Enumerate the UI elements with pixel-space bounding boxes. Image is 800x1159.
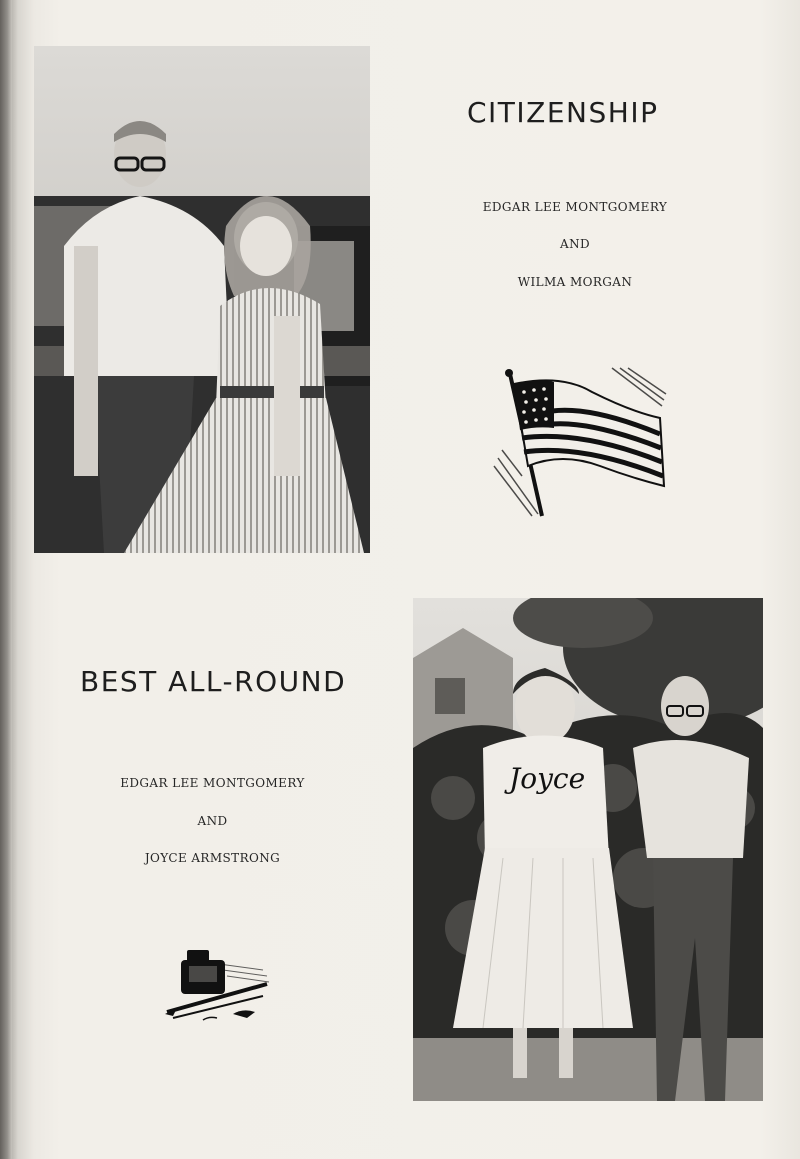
best-all-round-name-1: EDGAR LEE MONTGOMERY bbox=[120, 776, 305, 790]
inkwell-and-pen-icon bbox=[163, 940, 273, 1025]
citizenship-photo-image bbox=[34, 46, 370, 553]
binding-edge bbox=[0, 0, 12, 1159]
best-all-round-and: AND bbox=[197, 814, 228, 828]
photo-signature: Joyce bbox=[509, 762, 586, 795]
best-all-round-names bbox=[100, 776, 325, 876]
citizenship-title: CITIZENSHIP bbox=[467, 96, 659, 129]
citizenship-names bbox=[460, 200, 690, 300]
citizenship-photo bbox=[34, 46, 370, 553]
citizenship-and: AND bbox=[560, 237, 590, 251]
citizenship-name-2: WILMA MORGAN bbox=[517, 275, 633, 289]
best-all-round-photo-image bbox=[413, 598, 763, 1101]
best-all-round-title: BEST ALL-ROUND bbox=[80, 665, 347, 698]
american-flag-icon bbox=[492, 366, 667, 521]
best-all-round-photo bbox=[413, 598, 763, 1101]
best-all-round-name-2: JOYCE ARMSTRONG bbox=[144, 851, 281, 865]
citizenship-name-1: EDGAR LEE MONTGOMERY bbox=[482, 200, 668, 214]
